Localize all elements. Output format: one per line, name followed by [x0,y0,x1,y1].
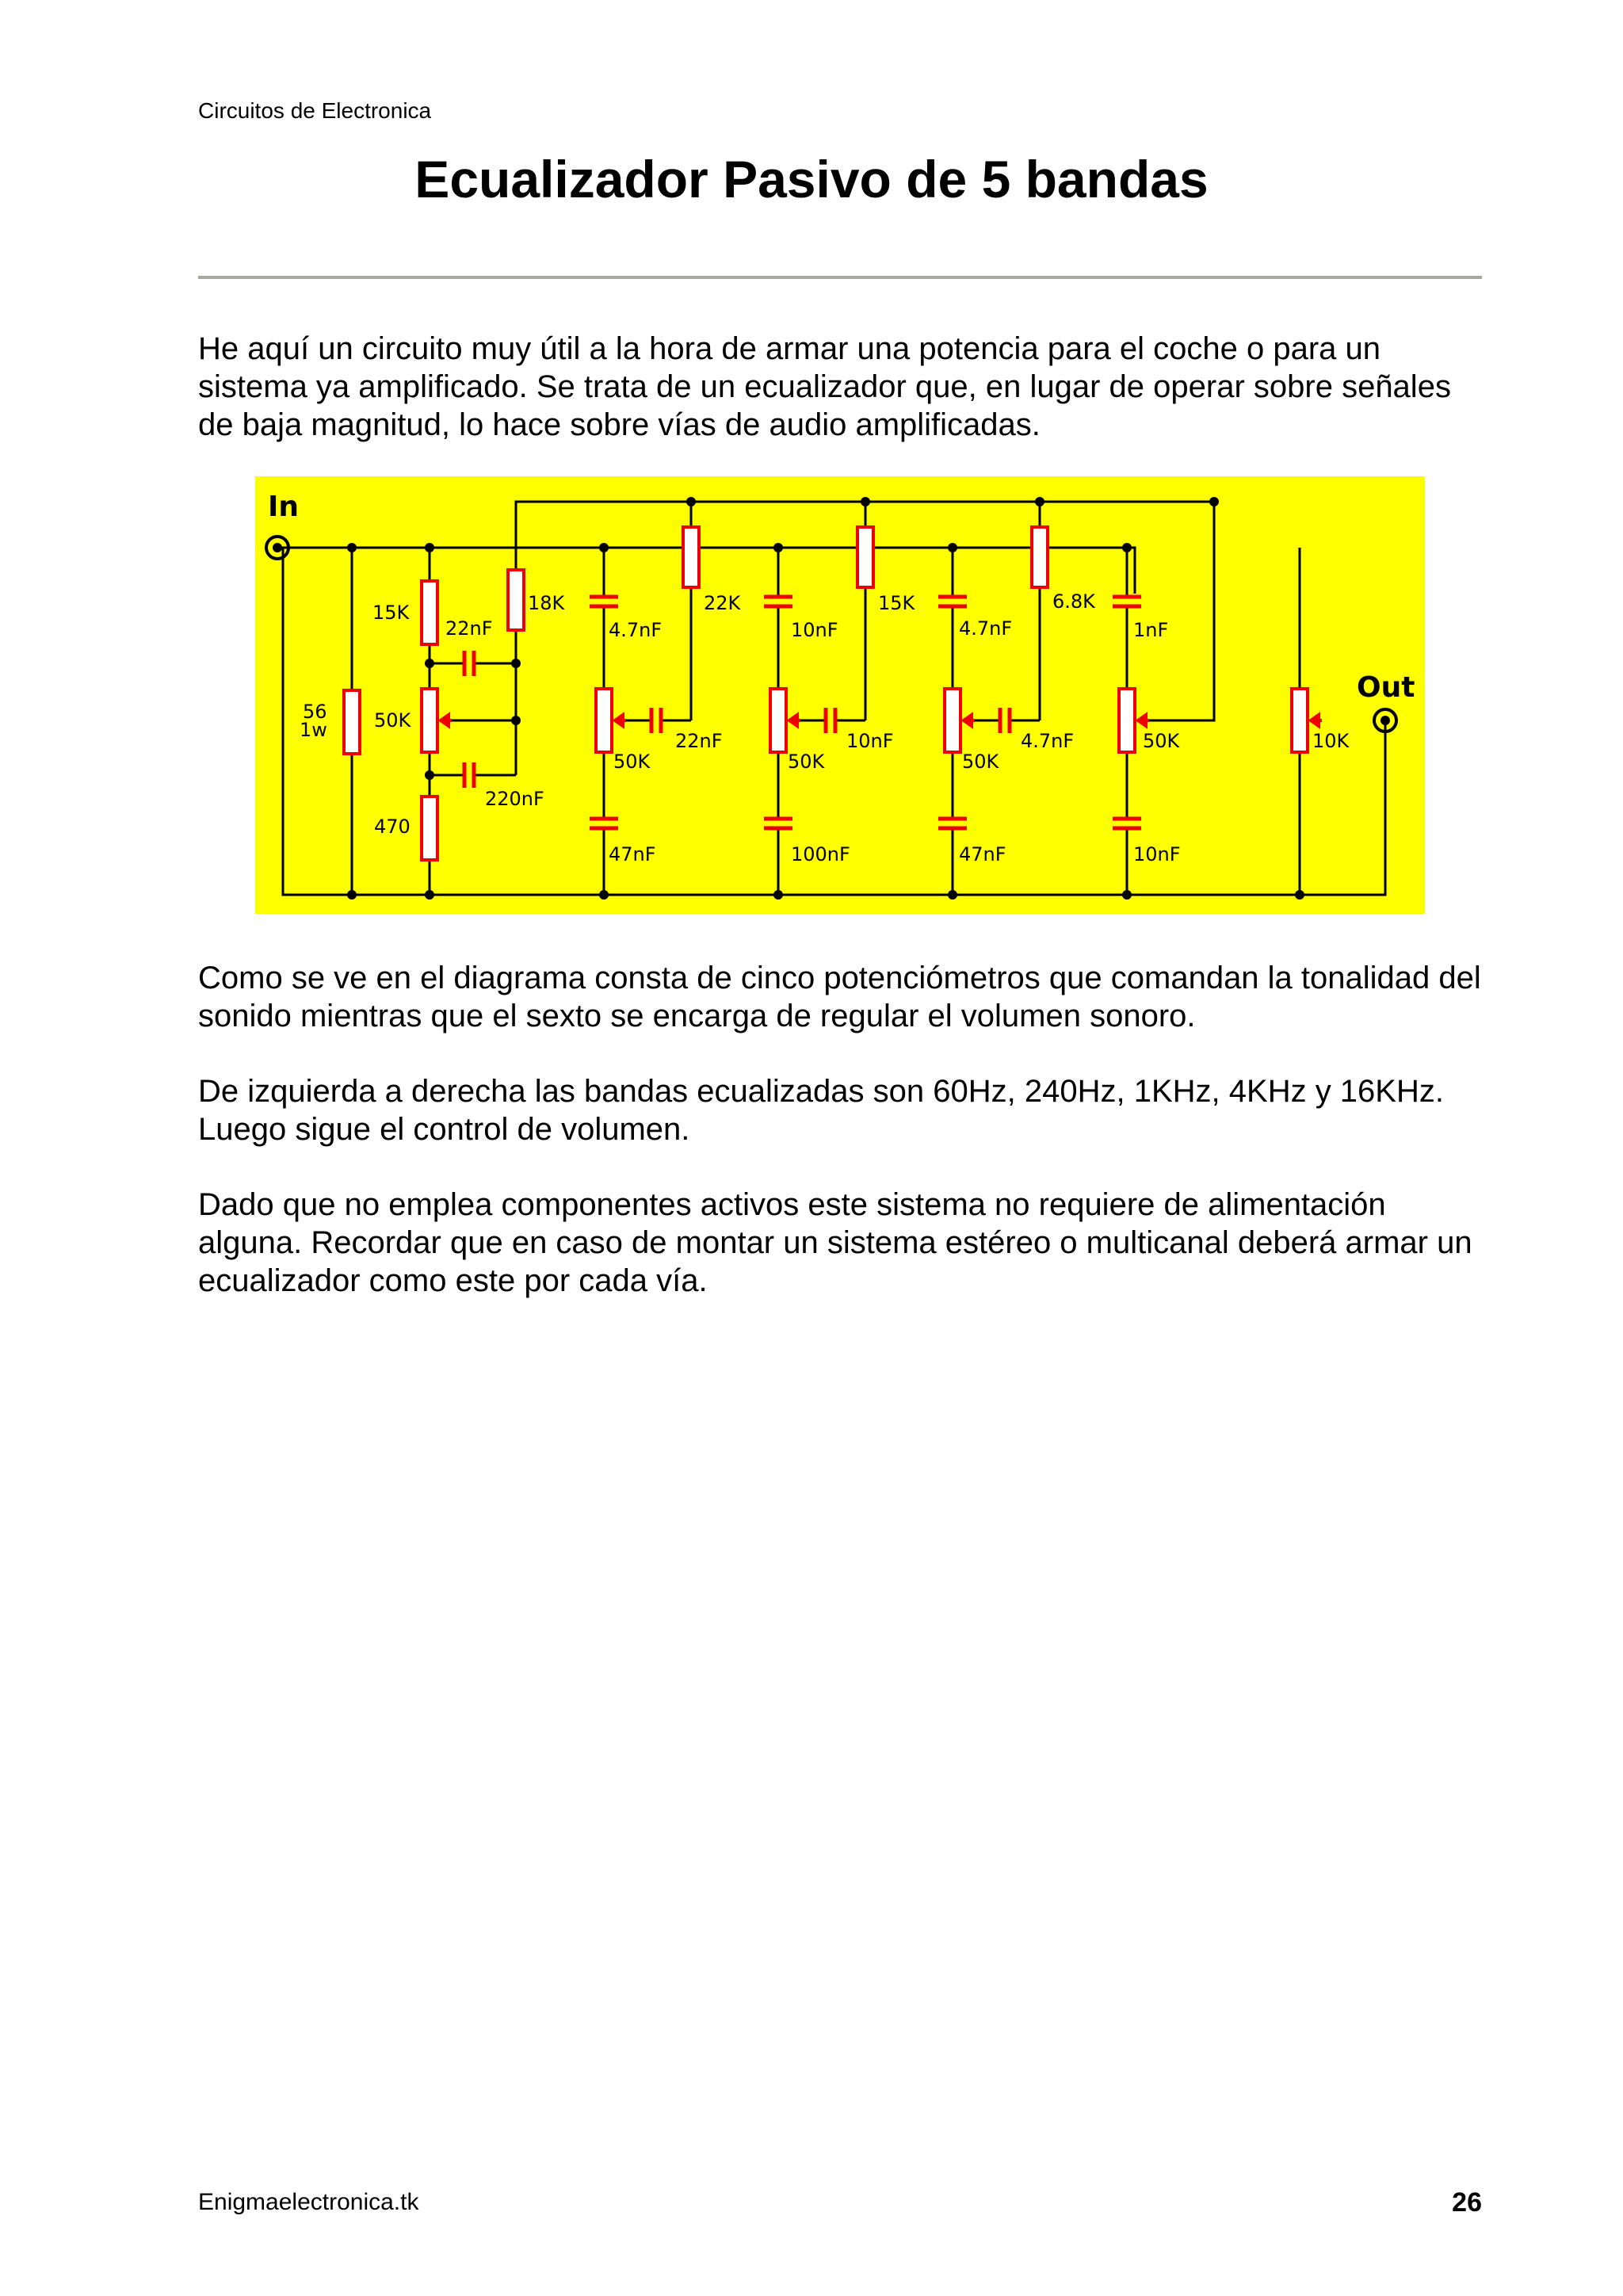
label-r-22k: 22K [704,592,741,614]
label-c-10nf-3: 10nF [1133,843,1181,865]
label-c-47nf-1: 47nF [609,843,656,865]
label-c-22nf-1: 22nF [445,617,493,640]
paragraph-bands: De izquierda a derecha las bandas ecualizadas son 60Hz, 240Hz, 1KHz, 4KHz y 16KHz. Luego sigue el control de volumen. [198,1074,1444,1147]
label-c-22nf-2: 22nF [675,730,723,752]
label-pot-50k-1: 50K [374,709,411,732]
label-c-10nf-1: 10nF [791,619,838,641]
label-c-100nf: 100nF [791,843,850,865]
resistor-22k [683,527,699,587]
label-r-15k-1: 15K [372,602,410,624]
resistor-470 [422,797,437,860]
label-c-47nf-2: 47nF [959,843,1006,865]
title-divider [198,276,1482,279]
resistor-56 [344,690,360,754]
label-c-4n7-3: 4.7nF [1021,730,1075,752]
label-c-220nf: 220nF [485,788,544,810]
label-r-18k: 18K [528,592,565,614]
resistor-15k-1 [422,581,437,644]
label-r-56-b: 1w [300,719,327,741]
resistor-18k [508,570,524,630]
label-pot-10k: 10K [1312,730,1350,752]
label-r-56-a: 56 [303,701,327,723]
page-header: Circuitos de Electronica [198,98,432,123]
label-c-10nf-2: 10nF [846,730,894,752]
label-in: In [268,491,300,523]
footer-site: Enigmaelectronica.tk [198,2189,419,2215]
label-c-1nf: 1nF [1133,619,1169,641]
page-title: Ecualizador Pasivo de 5 bandas [414,150,1209,208]
label-r-15k-2: 15K [878,592,915,614]
label-out: Out [1357,671,1415,704]
label-r-470: 470 [374,816,411,838]
label-pot-50k-3: 50K [788,751,825,773]
label-pot-50k-4: 50K [962,751,999,773]
label-pot-50k-2: 50K [613,751,651,773]
resistor-15k-2 [857,527,873,587]
label-pot-50k-5: 50K [1143,730,1180,752]
paragraph-power: Dado que no emplea componentes activos este sistema no requiere de alimentación alguna. Recordar que en caso de montar un sistema estéreo o multicanal deberá armar un ecualizador como este por cada vía. [198,1187,1472,1298]
paragraph-potentiometers: Como se ve en el diagrama consta de cinco potenciómetros que comandan la tonalidad del sonido mientras que el sexto se encarga de regular el volumen sonoro. [198,961,1481,1033]
label-c-4n7-1: 4.7nF [609,619,663,641]
label-c-4n7-2: 4.7nF [959,617,1013,640]
page-number: 26 [1452,2187,1482,2218]
label-r-6k8: 6.8K [1052,590,1095,613]
resistor-6k8 [1032,527,1048,587]
intro-paragraph: He aquí un circuito muy útil a la hora de armar una potencia para el coche o para un sistema ya amplificado. Se trata de un ecualizador que, en lugar de operar sobre señales de baja magnitud, lo hace sobre vías de audio amplificadas. [198,331,1451,442]
equalizer-schematic [255,476,1425,914]
